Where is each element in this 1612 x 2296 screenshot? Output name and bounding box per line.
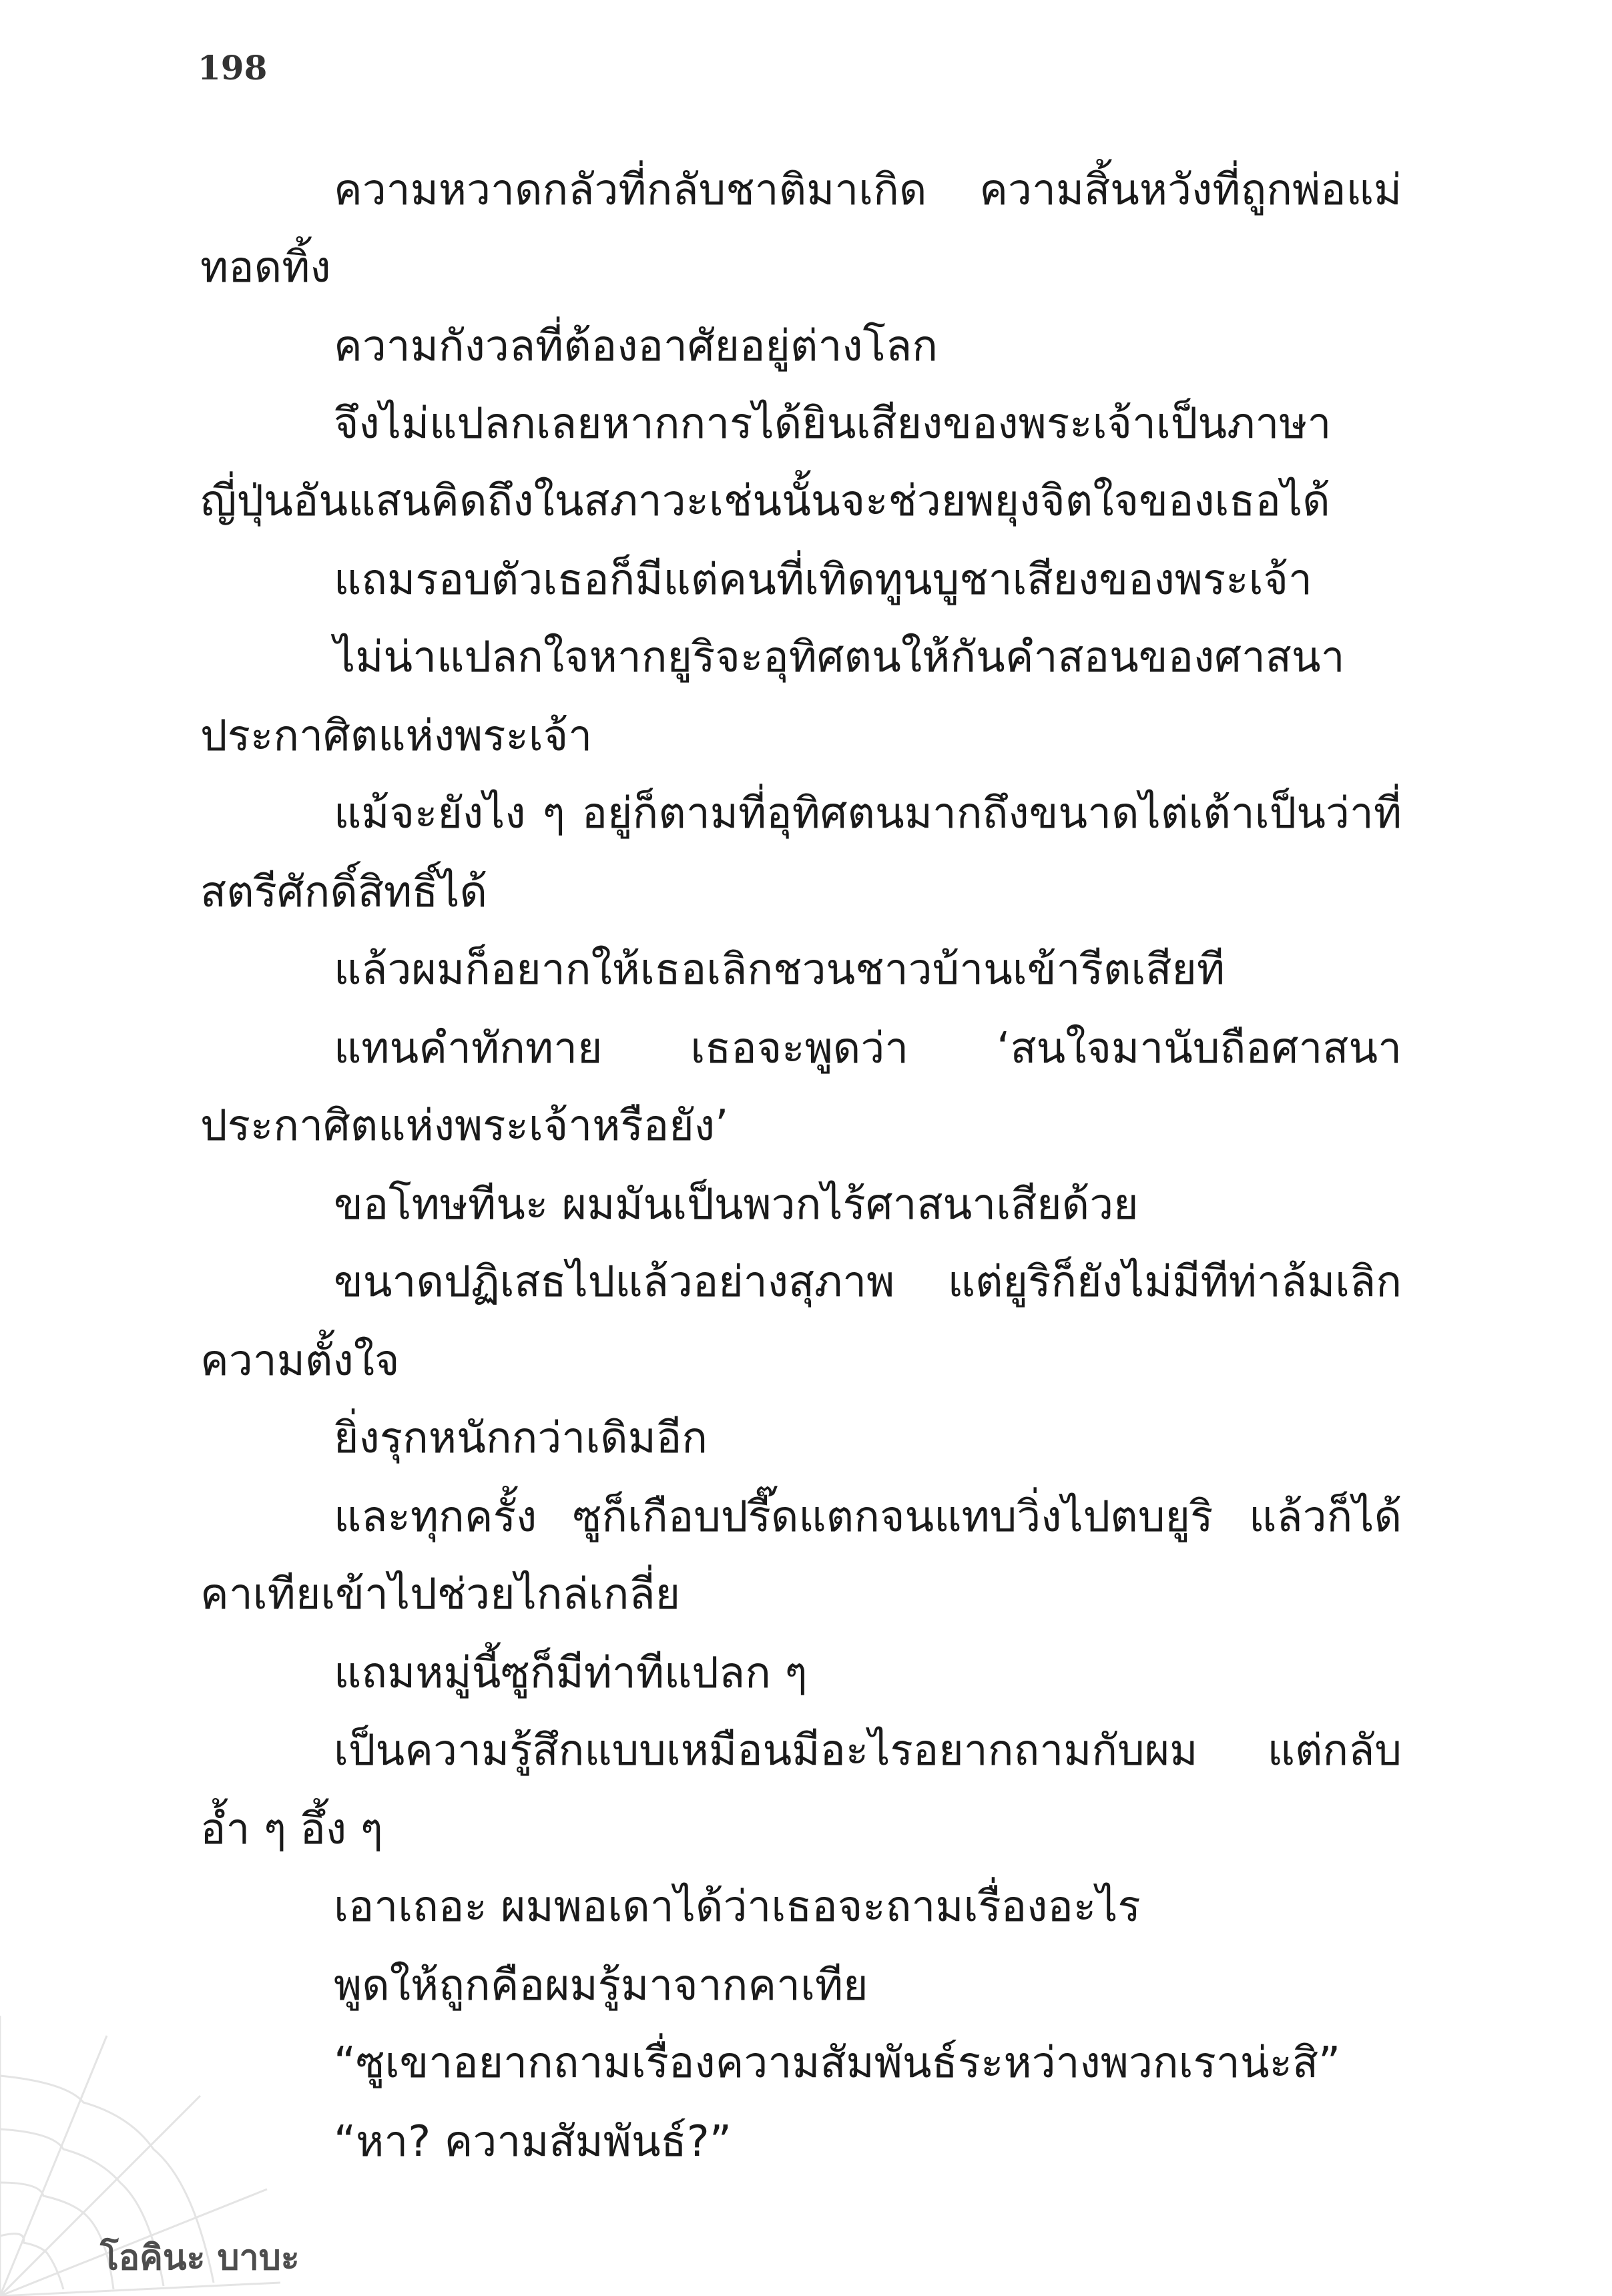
paragraph-line: ความหวาดกลัวที่กลับชาติมาเกิด ความสิ้นหวังที่ถูกพ่อแม่ bbox=[334, 166, 1402, 215]
paragraph-line: ยิ่งรุกหนักกว่าเดิมอีก bbox=[334, 1414, 708, 1463]
paragraph-line: ประกาศิตแห่งพระเจ้าหรือยัง’ bbox=[200, 1101, 729, 1151]
paragraph-line: พูดให้ถูกคือผมรู้มาจากคาเทีย bbox=[334, 1961, 868, 2010]
paragraph-line: เอาเถอะ ผมพอเดาได้ว่าเธอจะถามเรื่องอะไร bbox=[334, 1882, 1141, 1932]
paragraph-line: เป็นความรู้สึกแบบเหมือนมีอะไรอยากถามกับผม แต่กลับ bbox=[334, 1726, 1402, 1775]
paragraph-line: ประกาศิตแห่งพระเจ้า bbox=[200, 711, 593, 761]
footer-author: โอคินะ บาบะ bbox=[100, 2238, 300, 2278]
paragraph-line: อ้ำ ๆ อึ้ง ๆ bbox=[200, 1805, 383, 1854]
paragraph-line: ทอดทิ้ง bbox=[200, 243, 331, 292]
paragraph-line: “หา? ความสัมพันธ์?” bbox=[334, 2117, 732, 2167]
paragraph-line: สตรีศักดิ์สิทธิ์ได้ bbox=[200, 868, 487, 917]
paragraph-line: แถมหมู่นี้ซูก็มีท่าทีแปลก ๆ bbox=[334, 1649, 808, 1698]
paragraph-line: ความกังวลที่ต้องอาศัยอยู่ต่างโลก bbox=[334, 322, 938, 371]
paragraph-line: “ซูเขาอยากถามเรื่องความสัมพันธ์ระหว่างพวกเราน่ะสิ” bbox=[334, 2038, 1341, 2088]
page-number: 198 bbox=[198, 48, 268, 87]
paragraph-line: ไม่น่าแปลกใจหากยูริจะอุทิศตนให้กันคำสอนของศาสนา bbox=[334, 633, 1345, 682]
paragraph-line: คาเทียเข้าไปช่วยไกล่เกลี่ย bbox=[200, 1570, 681, 1619]
paragraph-line: และทุกครั้ง ซูก็เกือบปรี๊ดแตกจนแทบวิ่งไปตบยูริ แล้วก็ได้ bbox=[334, 1492, 1402, 1542]
paragraph-line: แม้จะยังไง ๆ อยู่ก็ตามที่อุทิศตนมากถึงขนาดไต่เต้าเป็นว่าที่ bbox=[334, 789, 1402, 838]
paragraph-line: ขอโทษทีนะ ผมมันเป็นพวกไร้ศาสนาเสียด้วย bbox=[334, 1180, 1139, 1229]
paragraph-line: แถมรอบตัวเธอก็มีแต่คนที่เทิดทูนบูชาเสียงของพระเจ้า bbox=[334, 555, 1312, 605]
paragraph-line: ขนาดปฏิเสธไปแล้วอย่างสุภาพ แต่ยูริก็ยังไม่มีทีท่าล้มเลิก bbox=[334, 1257, 1402, 1307]
paragraph-line: แทนคำทักทาย เธอจะพูดว่า ‘สนใจมานับถือศาสนา bbox=[334, 1024, 1402, 1073]
paragraph-line: ญี่ปุ่นอันแสนคิดถึงในสภาวะเช่นนั้นจะช่วยพยุงจิตใจของเธอได้ bbox=[200, 477, 1330, 526]
paragraph-line: แล้วผมก็อยากให้เธอเลิกชวนชาวบ้านเข้ารีตเสียที bbox=[334, 945, 1225, 994]
paragraph-line: ความตั้งใจ bbox=[200, 1336, 400, 1386]
paragraph-line: จึงไม่แปลกเลยหากการได้ยินเสียงของพระเจ้าเป็นภาษา bbox=[334, 399, 1332, 449]
